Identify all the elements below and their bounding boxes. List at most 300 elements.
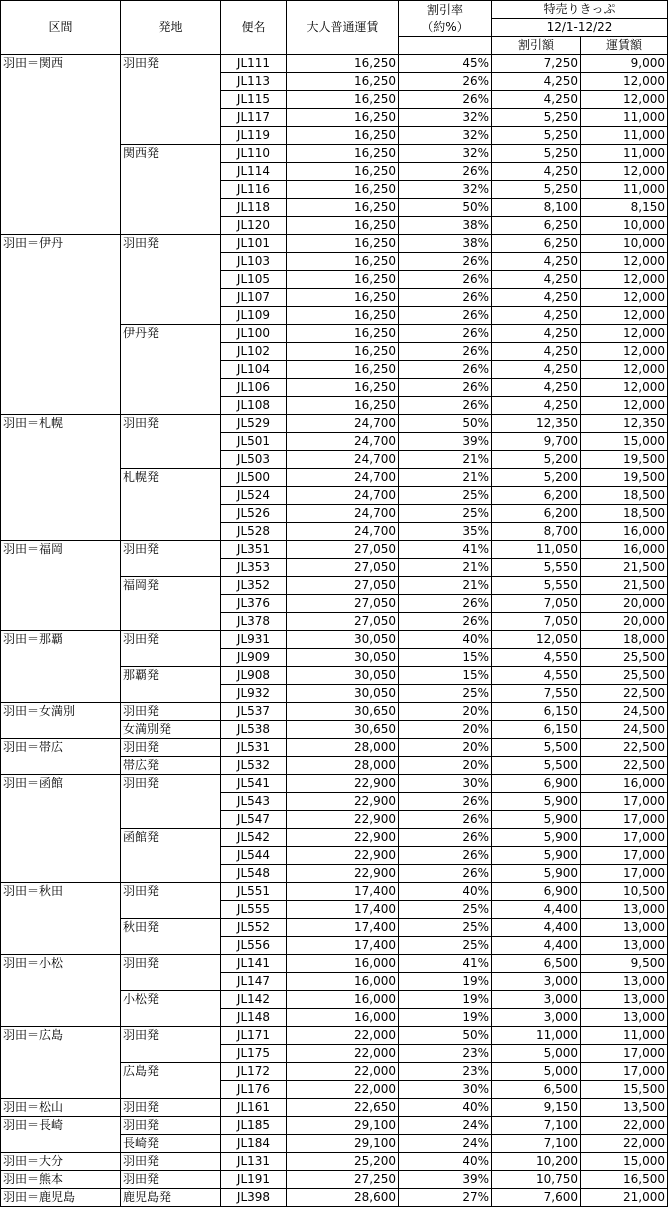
- fare-amount: 21,000: [581, 1189, 668, 1207]
- flight-number: JL526: [221, 505, 287, 523]
- table-row: [1, 1153, 668, 1171]
- normal-fare: 24,700: [287, 523, 399, 541]
- normal-fare: 24,700: [287, 469, 399, 487]
- header-rate-line2: （約%）: [421, 19, 469, 34]
- discount-rate: 30%: [399, 775, 492, 793]
- normal-fare: 16,250: [287, 145, 399, 163]
- discount-rate: 26%: [399, 163, 492, 181]
- fare-amount: 10,000: [581, 217, 668, 235]
- discount-amount: 4,250: [492, 379, 581, 397]
- discount-amount: 7,100: [492, 1117, 581, 1135]
- flight-number: JL376: [221, 595, 287, 613]
- header-flight: 便名: [221, 1, 287, 55]
- discount-rate: 19%: [399, 991, 492, 1009]
- discount-amount: 7,100: [492, 1135, 581, 1153]
- fare-amount: 15,000: [581, 433, 668, 451]
- fare-amount: 8,150: [581, 199, 668, 217]
- discount-amount: 3,000: [492, 1009, 581, 1027]
- flight-number: JL544: [221, 847, 287, 865]
- fare-amount: 13,000: [581, 937, 668, 955]
- flight-number: JL191: [221, 1171, 287, 1189]
- section-cell: 羽田＝熊本: [1, 1171, 121, 1189]
- normal-fare: 16,250: [287, 397, 399, 415]
- flight-number: JL529: [221, 415, 287, 433]
- discount-amount: 5,250: [492, 145, 581, 163]
- fare-amount: 12,000: [581, 307, 668, 325]
- normal-fare: 16,250: [287, 163, 399, 181]
- header-rate: [399, 1, 492, 37]
- table-row: [1, 631, 668, 649]
- flight-number: JL541: [221, 775, 287, 793]
- discount-rate: 40%: [399, 1153, 492, 1171]
- discount-amount: 6,500: [492, 955, 581, 973]
- discount-amount: 7,050: [492, 613, 581, 631]
- origin-cell: 羽田発: [121, 1171, 221, 1189]
- normal-fare: 24,700: [287, 433, 399, 451]
- origin-cell: 羽田発: [121, 1099, 221, 1117]
- section-cell: 羽田＝関西: [1, 55, 121, 235]
- flight-number: JL175: [221, 1045, 287, 1063]
- discount-rate: 32%: [399, 181, 492, 199]
- origin-cell: 秋田発: [121, 919, 221, 955]
- origin-cell: 羽田発: [121, 415, 221, 469]
- section-cell: 羽田＝大分: [1, 1153, 121, 1171]
- discount-rate: 26%: [399, 613, 492, 631]
- table-row: [1, 1117, 668, 1135]
- discount-amount: 8,100: [492, 199, 581, 217]
- fare-amount: 24,500: [581, 721, 668, 739]
- fare-amount: 12,000: [581, 289, 668, 307]
- fare-amount: 22,500: [581, 685, 668, 703]
- discount-amount: 9,700: [492, 433, 581, 451]
- discount-rate: 26%: [399, 325, 492, 343]
- flight-number: JL117: [221, 109, 287, 127]
- flight-number: JL378: [221, 613, 287, 631]
- origin-cell: 帯広発: [121, 757, 221, 775]
- flight-number: JL110: [221, 145, 287, 163]
- fare-amount: 17,000: [581, 847, 668, 865]
- flight-number: JL176: [221, 1081, 287, 1099]
- discount-rate: 15%: [399, 667, 492, 685]
- fare-amount: 21,500: [581, 577, 668, 595]
- fare-amount: 17,000: [581, 865, 668, 883]
- discount-rate: 38%: [399, 217, 492, 235]
- fare-amount: 19,500: [581, 451, 668, 469]
- normal-fare: 28,000: [287, 739, 399, 757]
- fare-amount: 24,500: [581, 703, 668, 721]
- origin-cell: 鹿児島発: [121, 1189, 221, 1207]
- discount-rate: 26%: [399, 379, 492, 397]
- fare-amount: 13,000: [581, 1009, 668, 1027]
- normal-fare: 22,900: [287, 865, 399, 883]
- flight-number: JL909: [221, 649, 287, 667]
- discount-amount: 5,500: [492, 739, 581, 757]
- normal-fare: 22,000: [287, 1027, 399, 1045]
- normal-fare: 30,050: [287, 685, 399, 703]
- normal-fare: 16,250: [287, 361, 399, 379]
- header-rate-spacer: [399, 37, 492, 55]
- flight-number: JL532: [221, 757, 287, 775]
- flight-number: JL543: [221, 793, 287, 811]
- table-row: [1, 739, 668, 757]
- flight-number: JL352: [221, 577, 287, 595]
- discount-rate: 26%: [399, 343, 492, 361]
- discount-amount: 4,250: [492, 91, 581, 109]
- normal-fare: 22,900: [287, 811, 399, 829]
- discount-amount: 11,000: [492, 1027, 581, 1045]
- normal-fare: 22,000: [287, 1045, 399, 1063]
- section-cell: 羽田＝女満別: [1, 703, 121, 739]
- flight-number: JL172: [221, 1063, 287, 1081]
- table-row: [1, 1027, 668, 1045]
- normal-fare: 16,250: [287, 109, 399, 127]
- discount-rate: 39%: [399, 1171, 492, 1189]
- normal-fare: 16,250: [287, 343, 399, 361]
- origin-cell: 羽田発: [121, 703, 221, 721]
- discount-rate: 24%: [399, 1117, 492, 1135]
- normal-fare: 17,400: [287, 883, 399, 901]
- fare-amount: 20,000: [581, 595, 668, 613]
- normal-fare: 16,250: [287, 253, 399, 271]
- table-row: [1, 55, 668, 73]
- normal-fare: 22,900: [287, 847, 399, 865]
- fare-amount: 9,000: [581, 55, 668, 73]
- discount-rate: 26%: [399, 289, 492, 307]
- flight-number: JL119: [221, 127, 287, 145]
- discount-rate: 15%: [399, 649, 492, 667]
- discount-amount: 6,500: [492, 1081, 581, 1099]
- discount-rate: 32%: [399, 127, 492, 145]
- fare-amount: 12,000: [581, 361, 668, 379]
- flight-number: JL101: [221, 235, 287, 253]
- discount-rate: 26%: [399, 253, 492, 271]
- flight-number: JL102: [221, 343, 287, 361]
- discount-amount: 7,550: [492, 685, 581, 703]
- flight-number: JL111: [221, 55, 287, 73]
- normal-fare: 16,250: [287, 91, 399, 109]
- origin-cell: 羽田発: [121, 1153, 221, 1171]
- normal-fare: 16,000: [287, 1009, 399, 1027]
- discount-amount: 12,350: [492, 415, 581, 433]
- discount-rate: 26%: [399, 829, 492, 847]
- header-rate-line1: 割引率: [426, 2, 463, 17]
- discount-rate: 20%: [399, 739, 492, 757]
- discount-rate: 21%: [399, 469, 492, 487]
- origin-cell: 羽田発: [121, 739, 221, 757]
- fare-amount: 11,000: [581, 109, 668, 127]
- discount-amount: 6,900: [492, 775, 581, 793]
- fare-amount: 13,000: [581, 901, 668, 919]
- discount-amount: 5,000: [492, 1045, 581, 1063]
- normal-fare: 22,000: [287, 1081, 399, 1099]
- discount-amount: 4,250: [492, 73, 581, 91]
- flight-number: JL161: [221, 1099, 287, 1117]
- discount-amount: 5,550: [492, 577, 581, 595]
- section-cell: 羽田＝鹿児島: [1, 1189, 121, 1207]
- fare-amount: 11,000: [581, 1027, 668, 1045]
- flight-number: JL184: [221, 1135, 287, 1153]
- discount-amount: 3,000: [492, 973, 581, 991]
- flight-number: JL113: [221, 73, 287, 91]
- discount-rate: 50%: [399, 415, 492, 433]
- table-row: [1, 541, 668, 559]
- fare-amount: 22,500: [581, 757, 668, 775]
- origin-cell: 女満別発: [121, 721, 221, 739]
- section-cell: 羽田＝長崎: [1, 1117, 121, 1153]
- normal-fare: 24,700: [287, 451, 399, 469]
- normal-fare: 16,250: [287, 55, 399, 73]
- normal-fare: 22,900: [287, 793, 399, 811]
- normal-fare: 16,250: [287, 289, 399, 307]
- fare-amount: 25,500: [581, 667, 668, 685]
- table-row: [1, 703, 668, 721]
- flight-number: JL109: [221, 307, 287, 325]
- fare-amount: 21,500: [581, 559, 668, 577]
- flight-number: JL114: [221, 163, 287, 181]
- fare-amount: 22,500: [581, 739, 668, 757]
- origin-cell: 那覇発: [121, 667, 221, 703]
- discount-rate: 40%: [399, 883, 492, 901]
- discount-rate: 19%: [399, 973, 492, 991]
- normal-fare: 16,000: [287, 991, 399, 1009]
- flight-number: JL501: [221, 433, 287, 451]
- normal-fare: 16,250: [287, 73, 399, 91]
- flight-number: JL118: [221, 199, 287, 217]
- discount-rate: 50%: [399, 1027, 492, 1045]
- fare-amount: 22,000: [581, 1117, 668, 1135]
- fare-amount: 17,000: [581, 829, 668, 847]
- table-row: [1, 415, 668, 433]
- normal-fare: 30,050: [287, 649, 399, 667]
- fare-amount: 12,000: [581, 253, 668, 271]
- normal-fare: 16,250: [287, 325, 399, 343]
- discount-rate: 19%: [399, 1009, 492, 1027]
- discount-amount: 4,250: [492, 325, 581, 343]
- origin-cell: 羽田発: [121, 235, 221, 325]
- normal-fare: 25,200: [287, 1153, 399, 1171]
- normal-fare: 17,400: [287, 901, 399, 919]
- normal-fare: 24,700: [287, 415, 399, 433]
- flight-number: JL115: [221, 91, 287, 109]
- discount-rate: 21%: [399, 577, 492, 595]
- table-row: [1, 955, 668, 973]
- fare-table-body: [1, 55, 668, 1207]
- header-period: 12/1-12/22: [492, 19, 668, 37]
- normal-fare: 16,250: [287, 127, 399, 145]
- discount-amount: 5,200: [492, 469, 581, 487]
- origin-cell: 長崎発: [121, 1135, 221, 1153]
- flight-number: JL104: [221, 361, 287, 379]
- discount-rate: 26%: [399, 847, 492, 865]
- fare-amount: 19,500: [581, 469, 668, 487]
- normal-fare: 17,400: [287, 919, 399, 937]
- flight-number: JL106: [221, 379, 287, 397]
- normal-fare: 16,250: [287, 181, 399, 199]
- discount-rate: 25%: [399, 901, 492, 919]
- flight-number: JL528: [221, 523, 287, 541]
- discount-amount: 6,250: [492, 235, 581, 253]
- section-cell: 羽田＝秋田: [1, 883, 121, 955]
- flight-number: JL551: [221, 883, 287, 901]
- fare-amount: 17,000: [581, 1045, 668, 1063]
- discount-amount: 6,150: [492, 703, 581, 721]
- discount-amount: 5,900: [492, 847, 581, 865]
- normal-fare: 16,250: [287, 199, 399, 217]
- fare-amount: 25,500: [581, 649, 668, 667]
- origin-cell: 羽田発: [121, 955, 221, 991]
- discount-amount: 8,700: [492, 523, 581, 541]
- table-row: [1, 1099, 668, 1117]
- normal-fare: 22,900: [287, 775, 399, 793]
- normal-fare: 30,650: [287, 721, 399, 739]
- flight-number: JL524: [221, 487, 287, 505]
- discount-amount: 4,250: [492, 253, 581, 271]
- section-cell: 羽田＝札幌: [1, 415, 121, 541]
- discount-rate: 25%: [399, 505, 492, 523]
- fare-amount: 16,000: [581, 775, 668, 793]
- header-origin: 発地: [121, 1, 221, 55]
- flight-number: JL500: [221, 469, 287, 487]
- flight-number: JL142: [221, 991, 287, 1009]
- table-row: [1, 883, 668, 901]
- discount-rate: 35%: [399, 523, 492, 541]
- discount-rate: 21%: [399, 559, 492, 577]
- normal-fare: 27,050: [287, 559, 399, 577]
- fare-amount: 12,000: [581, 163, 668, 181]
- discount-amount: 5,000: [492, 1063, 581, 1081]
- discount-amount: 6,200: [492, 487, 581, 505]
- fare-amount: 17,000: [581, 793, 668, 811]
- section-cell: 羽田＝福岡: [1, 541, 121, 631]
- discount-amount: 5,900: [492, 793, 581, 811]
- normal-fare: 27,050: [287, 595, 399, 613]
- fare-amount: 13,500: [581, 1099, 668, 1117]
- discount-amount: 4,550: [492, 649, 581, 667]
- fare-amount: 11,000: [581, 145, 668, 163]
- origin-cell: 伊丹発: [121, 325, 221, 415]
- normal-fare: 27,050: [287, 613, 399, 631]
- discount-amount: 4,250: [492, 307, 581, 325]
- normal-fare: 16,250: [287, 217, 399, 235]
- fare-amount: 10,500: [581, 883, 668, 901]
- discount-amount: 4,250: [492, 343, 581, 361]
- section-cell: 羽田＝小松: [1, 955, 121, 1027]
- discount-rate: 23%: [399, 1063, 492, 1081]
- normal-fare: 29,100: [287, 1135, 399, 1153]
- fare-amount: 15,500: [581, 1081, 668, 1099]
- discount-amount: 5,900: [492, 811, 581, 829]
- flight-number: JL116: [221, 181, 287, 199]
- discount-amount: 4,400: [492, 919, 581, 937]
- fare-amount: 12,000: [581, 91, 668, 109]
- flight-number: JL351: [221, 541, 287, 559]
- section-cell: 羽田＝伊丹: [1, 235, 121, 415]
- normal-fare: 27,250: [287, 1171, 399, 1189]
- discount-amount: 11,050: [492, 541, 581, 559]
- fare-amount: 11,000: [581, 127, 668, 145]
- fare-amount: 13,000: [581, 973, 668, 991]
- discount-amount: 9,150: [492, 1099, 581, 1117]
- fare-amount: 10,000: [581, 235, 668, 253]
- flight-number: JL398: [221, 1189, 287, 1207]
- section-cell: 羽田＝松山: [1, 1099, 121, 1117]
- discount-amount: 5,250: [492, 181, 581, 199]
- normal-fare: 24,700: [287, 505, 399, 523]
- origin-cell: 関西発: [121, 145, 221, 235]
- header-section: 区間: [1, 1, 121, 55]
- normal-fare: 16,250: [287, 379, 399, 397]
- flight-number: JL185: [221, 1117, 287, 1135]
- discount-amount: 5,200: [492, 451, 581, 469]
- fare-amount: 18,500: [581, 487, 668, 505]
- fare-amount: 12,000: [581, 271, 668, 289]
- discount-rate: 26%: [399, 361, 492, 379]
- fare-amount: 18,000: [581, 631, 668, 649]
- flight-number: JL932: [221, 685, 287, 703]
- origin-cell: 羽田発: [121, 631, 221, 667]
- normal-fare: 24,700: [287, 487, 399, 505]
- discount-amount: 6,150: [492, 721, 581, 739]
- fare-amount: 12,000: [581, 379, 668, 397]
- flight-number: JL147: [221, 973, 287, 991]
- flight-number: JL171: [221, 1027, 287, 1045]
- discount-rate: 50%: [399, 199, 492, 217]
- normal-fare: 22,650: [287, 1099, 399, 1117]
- table-row: [1, 1189, 668, 1207]
- fare-amount: 22,000: [581, 1135, 668, 1153]
- discount-rate: 40%: [399, 1099, 492, 1117]
- discount-rate: 26%: [399, 811, 492, 829]
- discount-rate: 20%: [399, 721, 492, 739]
- fare-amount: 16,500: [581, 1171, 668, 1189]
- discount-amount: 6,250: [492, 217, 581, 235]
- discount-amount: 10,750: [492, 1171, 581, 1189]
- origin-cell: 羽田発: [121, 1027, 221, 1063]
- fare-amount: 12,000: [581, 343, 668, 361]
- fare-amount: 12,350: [581, 415, 668, 433]
- table-row: [1, 1171, 668, 1189]
- discount-amount: 10,200: [492, 1153, 581, 1171]
- header-tokubai: 特売りきっぷ: [492, 1, 668, 19]
- origin-cell: 小松発: [121, 991, 221, 1027]
- normal-fare: 30,650: [287, 703, 399, 721]
- normal-fare: 30,050: [287, 667, 399, 685]
- flight-number: JL105: [221, 271, 287, 289]
- flight-number: JL107: [221, 289, 287, 307]
- flight-number: JL908: [221, 667, 287, 685]
- normal-fare: 28,000: [287, 757, 399, 775]
- discount-amount: 7,250: [492, 55, 581, 73]
- discount-rate: 26%: [399, 793, 492, 811]
- flight-number: JL141: [221, 955, 287, 973]
- section-cell: 羽田＝那覇: [1, 631, 121, 703]
- flight-number: JL542: [221, 829, 287, 847]
- flight-number: JL503: [221, 451, 287, 469]
- origin-cell: 羽田発: [121, 775, 221, 829]
- flight-number: JL531: [221, 739, 287, 757]
- fare-amount: 18,500: [581, 505, 668, 523]
- discount-amount: 5,550: [492, 559, 581, 577]
- discount-amount: 4,550: [492, 667, 581, 685]
- discount-rate: 40%: [399, 631, 492, 649]
- discount-amount: 7,050: [492, 595, 581, 613]
- discount-amount: 6,900: [492, 883, 581, 901]
- section-cell: 羽田＝帯広: [1, 739, 121, 775]
- flight-number: JL353: [221, 559, 287, 577]
- discount-amount: 7,600: [492, 1189, 581, 1207]
- discount-rate: 24%: [399, 1135, 492, 1153]
- fare-amount: 16,000: [581, 523, 668, 541]
